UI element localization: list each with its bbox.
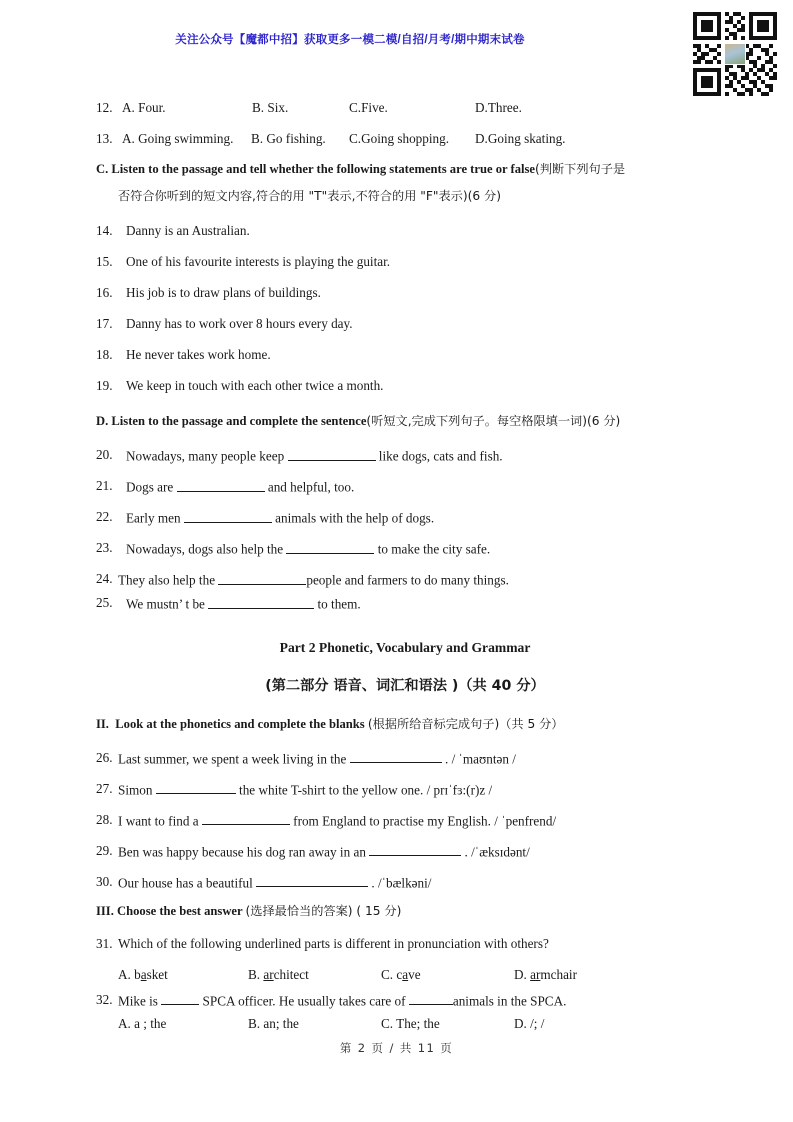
fill-item-21-number: 21. (96, 478, 113, 494)
phonetic-item-26-number: 26. (96, 749, 113, 765)
phonetic-item-26-symbol: ˈmaʊntən (458, 751, 509, 767)
statement-17-text: Danny has to work over 8 hours every day. (126, 316, 353, 332)
fill-item-25 (96, 595, 714, 621)
part2-title-en: Part 2 Phonetic, Vocabulary and Grammar (279, 640, 531, 656)
phonetic-item-27-tail: / (488, 782, 493, 798)
phonetic-item-27-symbol: prɪˈfɜ:(r)z (433, 782, 486, 798)
statement-14-number: 14. (96, 223, 113, 239)
section-d-heading (96, 415, 714, 428)
fill-item-22-number: 22. (96, 509, 113, 525)
section-iii-title-en: Choose the best answer (117, 903, 243, 918)
phonetic-item-26-after: . / (444, 751, 456, 767)
fill-item-21 (96, 478, 714, 509)
phonetic-item-27-after: the white T-shirt to the yellow one. / (239, 782, 431, 798)
statement-17 (96, 316, 714, 347)
question-31-number: 31. (96, 935, 113, 951)
section-c-title-cn-2: 否符合你听到的短文内容,符合的用 "T"表示,不符合的用 "F"表示)(6 分) (118, 189, 501, 204)
fill-item-22-before: Early men (126, 510, 181, 526)
phonetic-item-26-tail: / (512, 751, 516, 767)
phonetic-item-30-symbol: ˈbælkəni (381, 875, 428, 891)
question-31-option-a[interactable]: A. basket (118, 966, 168, 982)
phonetic-item-29-number: 29. (96, 842, 113, 858)
section-ii-items (96, 750, 714, 905)
statement-15-number: 15. (96, 254, 113, 270)
phonetic-item-28-symbol: ˈpenfrend (501, 813, 553, 829)
fill-item-25-after: to them. (317, 596, 361, 612)
question-32-option-c[interactable]: C. The; the (381, 1015, 440, 1031)
fill-item-21-before: Dogs are (126, 479, 174, 495)
fill-item-20-number: 20. (96, 447, 113, 463)
section-c-letter: C. (96, 162, 109, 176)
section-d-letter: D. (96, 414, 109, 429)
phonetic-item-30-tail: / (427, 875, 432, 891)
question-32-stem-1: Mike is (118, 993, 158, 1009)
question-32-option-d[interactable]: D. /; / (514, 1015, 545, 1031)
section-iii-heading (96, 905, 714, 918)
phonetic-item-27-blank[interactable] (156, 781, 236, 795)
fill-item-24-blank[interactable] (218, 571, 306, 585)
fill-item-23 (96, 540, 714, 571)
question-32 (96, 992, 714, 1016)
fill-item-24-number: 24. (96, 571, 113, 587)
question-32-blank-2[interactable] (409, 992, 453, 1006)
question-32-stem-3: animals in the SPCA. (452, 993, 567, 1009)
section-ii-title-cn: (根据所给音标完成句子)（共 5 分） (367, 717, 564, 732)
section-d-items (96, 447, 714, 621)
statement-15 (96, 254, 714, 285)
phonetic-item-29-symbol: ˈæksɪdənt (474, 844, 527, 860)
fill-item-25-blank[interactable] (208, 595, 314, 609)
mc-item-13 (96, 131, 714, 161)
mc-item-13-option-b: B. Go fishing. (251, 131, 326, 146)
phonetic-item-27-before: Simon (118, 782, 153, 798)
fill-item-22-after: animals with the help of dogs. (275, 510, 435, 526)
question-31-options (96, 967, 714, 992)
statement-16-text: His job is to draw plans of buildings. (126, 285, 321, 301)
statement-19-number: 19. (96, 378, 113, 394)
section-ii-title-en: Look at the phonetics and complete the blanks (115, 717, 365, 732)
fill-item-21-blank[interactable] (177, 478, 265, 492)
mc-item-12-option-c: C.Five. (349, 100, 388, 115)
fill-item-21-after: and helpful, too. (267, 479, 355, 495)
statement-15-text: One of his favourite interests is playing the guitar. (126, 254, 391, 270)
question-32-option-a[interactable]: A. a ; the (118, 1015, 167, 1031)
phonetic-item-30-after: . / (371, 875, 382, 891)
statement-17-number: 17. (96, 316, 113, 332)
question-31-stem: Which of the following underlined parts is different in pronunciation with others? (118, 935, 549, 951)
statement-16-number: 16. (96, 285, 113, 301)
statement-18 (96, 347, 714, 378)
phonetic-item-28-blank[interactable] (202, 812, 290, 826)
fill-item-22 (96, 509, 714, 540)
phonetic-item-28 (96, 812, 714, 843)
phonetic-item-26 (96, 750, 714, 781)
statement-18-number: 18. (96, 347, 113, 363)
mc-item-13-number: 13. (96, 131, 113, 146)
question-31-option-c[interactable]: C. cave (381, 966, 421, 982)
phonetic-item-26-before: Last summer, we spent a week living in the (118, 751, 347, 767)
fill-item-20-blank[interactable] (288, 447, 376, 461)
page-footer: 第 2 页 / 共 11 页 (339, 1041, 454, 1055)
section-d-title-cn: (听短文,完成下列句子。每空格限填一词)(6 分) (366, 414, 621, 429)
mc-item-13-option-c: C.Going shopping. (349, 131, 450, 146)
statement-16 (96, 285, 714, 316)
question-32-number: 32. (96, 991, 113, 1007)
statement-18-text: He never takes work home. (126, 347, 271, 363)
phonetic-item-26-blank[interactable] (350, 750, 442, 764)
fill-item-24-before: They also help the (118, 572, 216, 588)
mc-item-12 (96, 100, 714, 131)
question-31 (96, 936, 714, 967)
phonetic-item-30 (96, 874, 714, 905)
fill-item-23-before: Nowadays, dogs also help the (126, 541, 284, 557)
phonetic-item-29-before: Ben was happy because his dog ran away in an (118, 844, 366, 860)
fill-item-20 (96, 447, 714, 478)
phonetic-item-30-number: 30. (96, 873, 113, 889)
statement-14-text: Danny is an Australian. (126, 223, 250, 239)
phonetic-item-27 (96, 781, 714, 812)
section-c-title-cn-1: (判断下列句子是 (535, 162, 626, 176)
section-ii-letter: II. (96, 717, 109, 732)
phonetic-item-29 (96, 843, 714, 874)
part2-title-cn: (第二部分 语音、词汇和语法 )（共 40 分） (265, 678, 545, 695)
section-c-heading (96, 163, 714, 176)
fill-item-20-before: Nowadays, many people keep (126, 448, 285, 464)
mc-item-13-option-a: A. Going swimming. (122, 131, 234, 146)
section-iii-letter: III. (96, 903, 114, 918)
exam-content (96, 100, 714, 1041)
mc-item-12-option-d: D.Three. (475, 100, 522, 115)
mc-item-12-number: 12. (96, 100, 113, 115)
fill-item-25-before: We mustn’ t be (126, 596, 205, 612)
phonetic-item-29-after: . / (464, 844, 475, 860)
fill-item-22-blank[interactable] (184, 509, 272, 523)
question-32-option-b[interactable]: B. an; the (248, 1015, 299, 1031)
fill-item-20-after: like dogs, cats and fish. (378, 448, 503, 464)
qr-center-logo (724, 43, 746, 65)
phonetic-item-30-blank[interactable] (256, 874, 368, 888)
statement-19-text: We keep in touch with each other twice a month. (126, 378, 384, 394)
fill-item-24-after: people and farmers to do many things. (306, 572, 509, 588)
phonetic-item-28-before: I want to find a (118, 813, 199, 829)
fill-item-23-after: to make the city safe. (377, 541, 491, 557)
section-c-title-en: Listen to the passage and tell whether the following statements are true or false (111, 162, 535, 176)
phonetic-item-28-number: 28. (96, 811, 113, 827)
section-d-title-en: Listen to the passage and complete the sentence (111, 414, 367, 429)
phonetic-item-30-before: Our house has a beautiful (118, 875, 253, 891)
mc-item-12-option-b: B. Six. (252, 100, 289, 115)
question-32-stem-2: SPCA officer. He usually takes care of (202, 993, 406, 1009)
fill-item-23-blank[interactable] (286, 540, 374, 554)
phonetic-item-29-tail: / (526, 844, 530, 860)
phonetic-item-29-blank[interactable] (369, 843, 461, 857)
fill-item-25-number: 25. (96, 595, 113, 611)
section-c-statements (96, 223, 714, 409)
fill-item-23-number: 23. (96, 540, 113, 556)
mc-item-12-option-a: A. Four. (122, 100, 166, 115)
qr-code-icon (693, 12, 777, 96)
question-31-option-d[interactable]: D. armchair (514, 966, 577, 982)
statement-14 (96, 223, 714, 254)
question-32-blank-1[interactable] (161, 992, 199, 1006)
phonetic-item-27-number: 27. (96, 780, 113, 796)
mc-item-13-option-d: D.Going skating. (475, 131, 566, 146)
phonetic-item-28-after: from England to practise my English. / (293, 813, 498, 829)
statement-19 (96, 378, 714, 409)
phonetic-item-28-tail: / (552, 813, 557, 829)
section-iii-title-cn: (选择最恰当的答案) ( 15 分) (245, 903, 402, 918)
section-ii-heading (96, 718, 714, 731)
fill-item-24 (96, 571, 714, 595)
question-31-option-b[interactable]: B. architect (248, 966, 309, 982)
question-32-options (96, 1016, 714, 1041)
promo-banner-text: 关注公众号【魔都中招】获取更多一模二模/自招/月考/期中期末试卷 (175, 34, 525, 46)
